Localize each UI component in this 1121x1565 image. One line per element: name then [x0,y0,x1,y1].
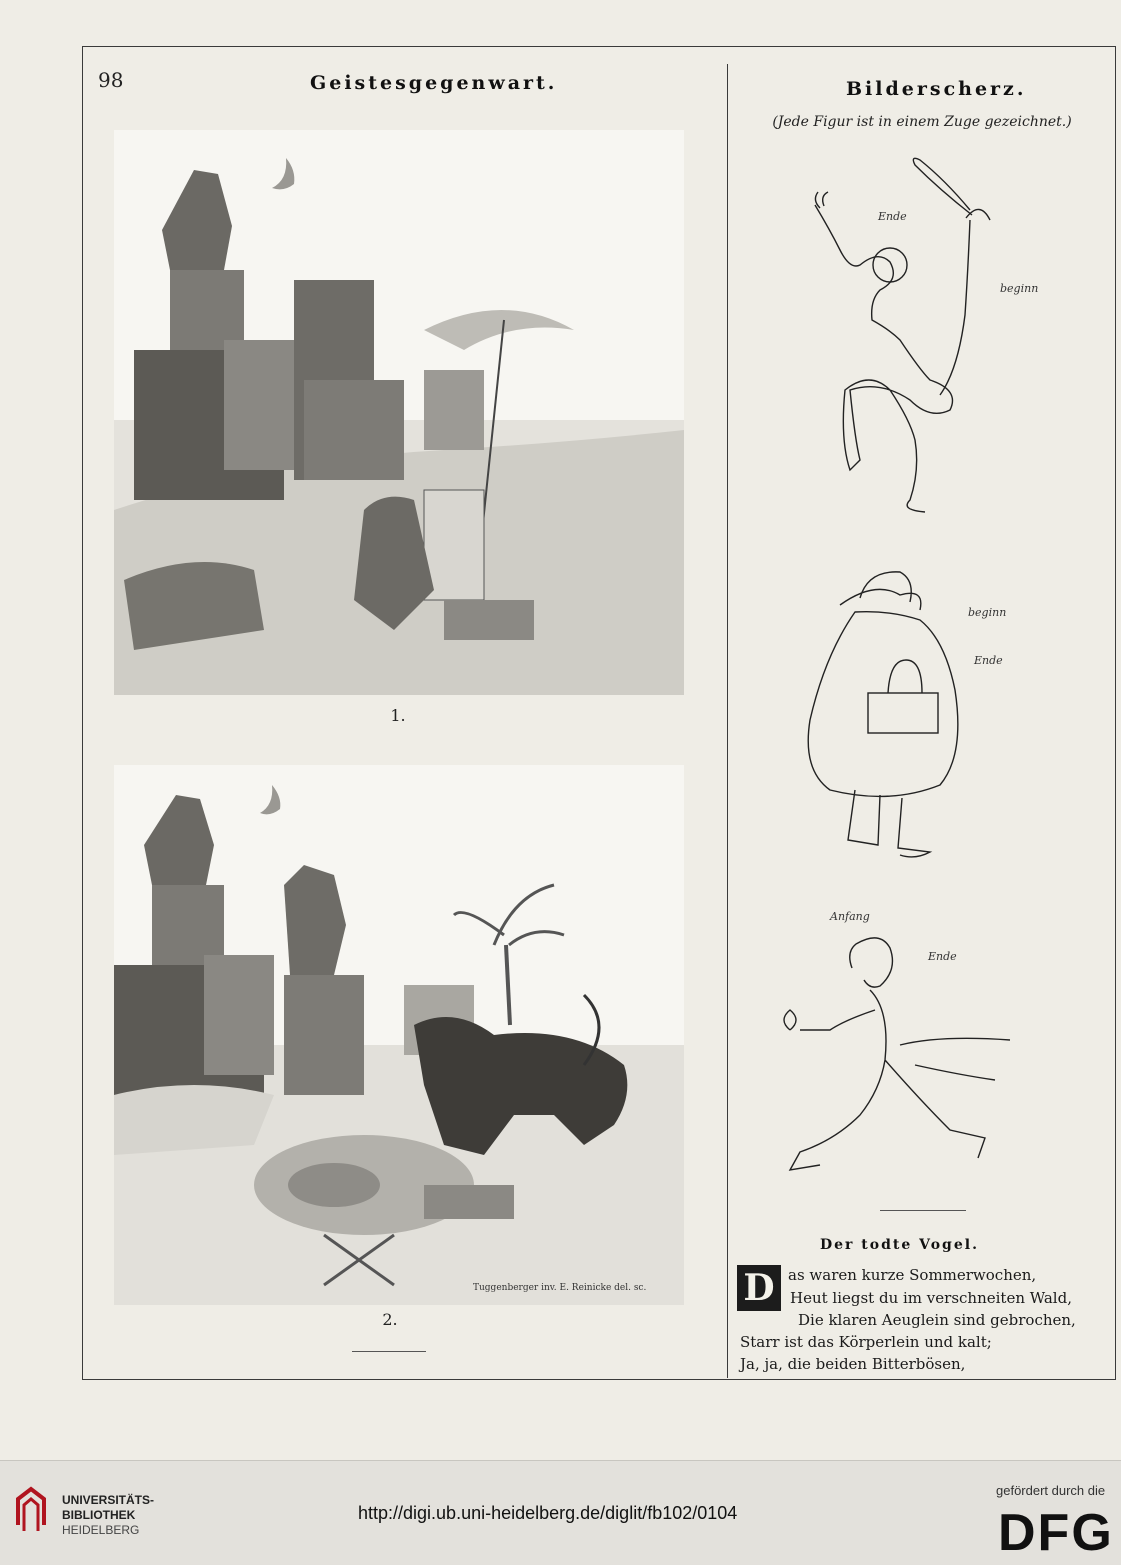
funded-by-label: gefördert durch die [996,1483,1106,1498]
institution-line: UNIVERSITÄTS- [62,1493,155,1507]
right-subtitle: (Jede Figur ist in einem Zuge gezeichnet.) [772,114,1072,130]
poem-line: as waren kurze Sommerwochen, [788,1266,1037,1284]
institution-line: HEIDELBERG [62,1523,140,1537]
artist-signature: Tuggenberger inv. E. Reinicke del. sc. [473,1283,647,1293]
left-end-rule [352,1351,426,1352]
fig2-label-end: Ende [974,654,1003,667]
illustration-1-drawing [114,130,684,695]
institution-name [62,1493,154,1538]
permalink-url[interactable]: http://digi.ub.uni-heidelberg.de/diglit/fb102/0104 [358,1503,738,1523]
one-line-figures [740,140,1100,1200]
poem-line: Starr ist das Körperlein und kalt; [740,1333,992,1351]
figure-waiter [784,938,1010,1170]
illustration-2-drawing [114,765,684,1305]
poem-line: Heut liegst du im verschneiten Wald, [790,1289,1072,1307]
fig2-label-begin: beginn [968,606,1007,619]
illustration-1 [114,130,684,695]
fig3-label-end: Ende [928,950,957,963]
caption-1: 1. [390,706,406,725]
figure-stout-man [808,572,958,857]
poem-title: Der todte Vogel. [820,1237,979,1253]
dfg-logo: DFG [998,1504,1114,1562]
poem-drop-cap: D [737,1265,781,1311]
fig1-label-begin: beginn [1000,282,1039,295]
right-title: Bilderscherz. [846,78,1027,100]
left-title: Geistesgegenwart. [310,72,558,94]
poem-line: Die klaren Aeuglein sind gebrochen, [798,1311,1076,1329]
page-number: 98 [98,68,124,92]
illustration-2 [114,765,684,1305]
column-divider [727,64,728,1378]
poem-line: Ja, ja, die beiden Bitterbösen, [740,1355,966,1373]
institution-line: BIBLIOTHEK [62,1508,136,1522]
right-section-rule [880,1210,966,1211]
fig3-label-start: Anfang [830,910,870,923]
caption-2: 2. [382,1310,398,1329]
university-logo-icon [14,1485,48,1541]
viewer-footer [0,1460,1121,1565]
fig1-label-end: Ende [878,210,907,223]
